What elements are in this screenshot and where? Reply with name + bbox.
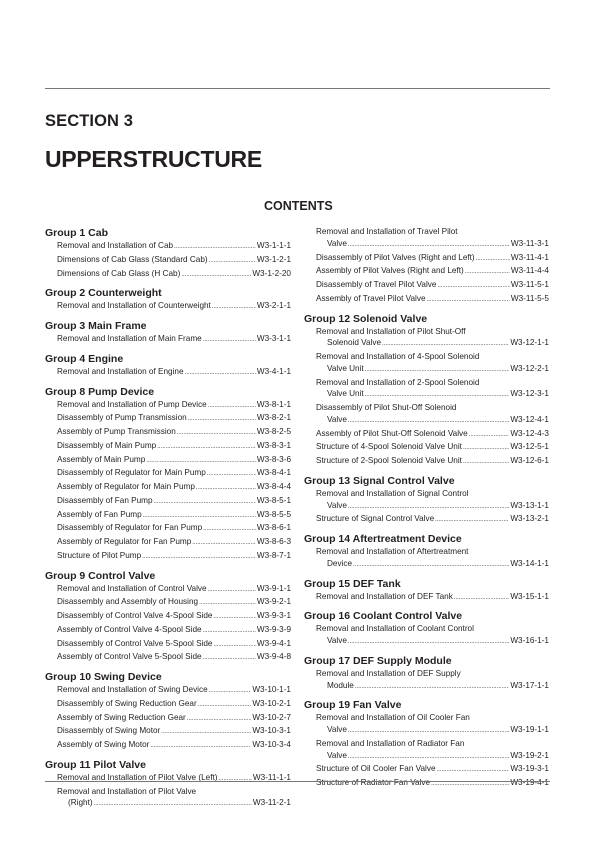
toc-entry[interactable] <box>45 333 291 347</box>
toc-entry-page: W3-12-6-1 <box>510 456 549 465</box>
toc-entry-text: Disassembly of Pilot Valves (Right and Left) <box>316 252 475 262</box>
toc-entry-page: W3-11-4-4 <box>510 266 549 276</box>
toc-entry[interactable] <box>45 638 291 652</box>
dot-leader <box>203 624 256 638</box>
toc-entry-text: Removal and Installation of Control Valve <box>57 583 207 593</box>
toc-entry[interactable] <box>45 254 291 268</box>
toc-entry-page: W3-10-2-1 <box>252 698 291 708</box>
dot-leader <box>181 268 251 282</box>
group-title-group-11-pilot-valve: Group 11 Pilot Valve <box>45 758 146 771</box>
toc-entry[interactable] <box>45 412 291 426</box>
toc-entry-page: W3-2-1-1 <box>256 301 291 311</box>
toc-entry-text: Assembly of Swing Motor <box>57 740 150 749</box>
dot-leader <box>348 500 509 514</box>
toc-entry-page: W3-11-5-5 <box>510 293 549 303</box>
toc-entry[interactable] <box>304 546 549 572</box>
dot-leader <box>382 337 509 351</box>
toc-entry-text-continued: Valve <box>327 238 347 248</box>
toc-entry-page: W3-9-4-8 <box>256 652 291 662</box>
toc-entry-text: Removal and Installation of DEF Supply <box>316 668 461 678</box>
toc-entry[interactable] <box>45 366 291 380</box>
toc-entry-text: Disassembly of Control Valve 5-Spool Side <box>57 638 213 648</box>
toc-entry-text: Removal and Installation of Pilot Valve <box>57 786 197 796</box>
toc-entry-text: Assembly of Pilot Shut-Off Solenoid Valve <box>316 428 468 438</box>
toc-entry[interactable] <box>304 738 549 764</box>
toc-entry[interactable] <box>304 293 549 307</box>
dot-leader <box>454 591 509 605</box>
toc-entry-text: Disassembly and Assembly of Housing <box>57 597 199 607</box>
toc-entry-page: W3-17-1-1 <box>510 680 549 690</box>
toc-entry-page: W3-9-3-9 <box>256 624 291 634</box>
toc-entry[interactable] <box>304 763 549 777</box>
contents-heading: CONTENTS <box>264 199 333 213</box>
toc-entry-text: Disassembly of Control Valve 4-Spool Side <box>57 611 213 620</box>
dot-leader <box>348 414 509 428</box>
dot-leader <box>94 797 252 811</box>
toc-entry[interactable] <box>304 326 549 352</box>
toc-entry-text: Removal and Installation of Main Frame <box>57 334 202 343</box>
toc-entry-text: Structure of 4-Spool Solenoid Valve Unit <box>316 442 462 452</box>
toc-entry-page: W3-14-1-1 <box>510 558 549 568</box>
toc-entry-page: W3-1-2-1 <box>256 254 291 264</box>
dot-leader <box>154 495 256 509</box>
dot-leader <box>203 651 256 665</box>
toc-entry[interactable] <box>45 509 291 523</box>
toc-entry-page: W3-19-2-1 <box>510 750 549 760</box>
toc-entry-page: W3-8-7-1 <box>256 550 291 560</box>
toc-entry[interactable] <box>45 268 291 282</box>
toc-entry-text: Removal and Installation of Signal Control <box>316 488 469 498</box>
toc-entry-page: W3-1-1-1 <box>256 241 291 250</box>
toc-entry-text-continued: Valve Unit <box>327 363 364 373</box>
toc-entry[interactable] <box>304 428 549 442</box>
toc-entry-text: Disassembly of Travel Pilot Valve <box>316 280 437 289</box>
dot-leader <box>203 522 256 536</box>
toc-entry[interactable] <box>45 772 291 786</box>
dot-leader <box>465 265 510 279</box>
toc-entry[interactable] <box>304 488 549 514</box>
group-title-group-17-def-supply-module: Group 17 DEF Supply Module <box>304 654 452 667</box>
toc-entry-text: Removal and Installation of Oil Cooler Fan <box>316 713 470 723</box>
dot-leader <box>199 596 256 610</box>
toc-entry-text: Removal and Installation of Pilot Shut-Off <box>316 326 466 336</box>
toc-right-column <box>304 226 549 791</box>
dot-leader <box>192 536 256 550</box>
toc-entry[interactable] <box>304 668 549 694</box>
dot-leader <box>185 366 256 380</box>
toc-entry-page: W3-8-3-6 <box>256 454 291 464</box>
toc-entry-page: W3-12-1-1 <box>510 338 549 348</box>
toc-entry[interactable] <box>304 712 549 738</box>
toc-entry-text-continued: Valve <box>327 500 347 510</box>
group-title-group-2-counterweight: Group 2 Counterweight <box>45 287 162 300</box>
section-label: SECTION 3 <box>45 112 134 130</box>
toc-entry[interactable] <box>45 698 291 712</box>
toc-entry-text-continued: (Right) <box>68 798 93 808</box>
toc-entry-text: Structure of Pilot Pump <box>57 550 142 560</box>
dot-leader <box>188 412 256 426</box>
dot-leader <box>469 428 510 442</box>
group-title-group-9-control-valve: Group 9 Control Valve <box>45 569 156 582</box>
group-title-group-12-solenoid-valve: Group 12 Solenoid Valve <box>304 312 428 325</box>
toc-entry-text: Structure of Radiator Fan Valve <box>316 778 431 787</box>
dot-leader <box>431 777 509 791</box>
toc-entry-text-continued: Solenoid Valve <box>327 338 382 348</box>
toc-entry-text: Assembly of Control Valve 4-Spool Side <box>57 624 202 634</box>
toc-entry-text: Disassembly of Swing Reduction Gear <box>57 698 197 708</box>
toc-entry-page: W3-9-2-1 <box>256 597 291 607</box>
dot-leader <box>213 610 255 624</box>
toc-entry-text: Removal and Installation of DEF Tank <box>316 591 453 601</box>
toc-entry-text: Removal and Installation of Pilot Valve (Left) <box>57 772 218 782</box>
toc-entry-text: Removal and Installation of Coolant Control <box>316 624 474 634</box>
toc-entry-text: Assembly of Regulator for Main Pump <box>57 482 195 491</box>
toc-entry[interactable] <box>304 513 549 527</box>
toc-entry-text: Removal and Installation of Engine <box>57 366 184 376</box>
toc-entry-page: W3-9-1-1 <box>256 583 291 593</box>
toc-entry-text: Disassembly of Pump Transmission <box>57 413 187 423</box>
toc-entry[interactable] <box>45 300 291 314</box>
toc-entry[interactable] <box>304 377 549 403</box>
toc-entry-text: Assembly of Regulator for Fan Pump <box>57 537 192 546</box>
toc-entry-page: W3-8-5-1 <box>256 495 291 505</box>
toc-entry-page: W3-8-5-5 <box>256 509 291 519</box>
dot-leader <box>348 750 509 764</box>
dot-leader <box>437 763 510 777</box>
toc-entry-page: W3-12-4-1 <box>510 414 549 424</box>
dot-leader <box>177 426 256 440</box>
toc-entry[interactable] <box>45 495 291 509</box>
toc-entry[interactable] <box>304 402 549 428</box>
group-title-group-15-def-tank: Group 15 DEF Tank <box>304 577 401 590</box>
toc-entry-text-continued: Valve <box>327 725 347 734</box>
dot-leader <box>427 293 510 307</box>
section-title: UPPERSTRUCTURE <box>45 146 262 172</box>
toc-entry-page: W3-10-2-7 <box>252 712 291 722</box>
toc-entry-page: W3-8-6-1 <box>256 523 291 533</box>
toc-entry-text: Removal and Installation of Travel Pilot <box>316 227 458 236</box>
toc-entry-text: Assembly of Fan Pump <box>57 509 142 519</box>
toc-entry-text: Removal and Installation of 4-Spool Solenoid <box>316 352 480 361</box>
toc-entry-page: W3-8-3-1 <box>256 440 291 450</box>
bottom-rule <box>45 781 550 782</box>
toc-entry[interactable] <box>45 583 291 597</box>
toc-entry-text: Structure of 2-Spool Solenoid Valve Unit <box>316 456 462 465</box>
toc-entry-text: Assembly of Control Valve 5-Spool Side <box>57 652 202 662</box>
toc-entry-text: Removal and Installation of Radiator Fan <box>316 738 465 748</box>
toc-entry[interactable] <box>45 550 291 564</box>
dot-leader <box>174 240 256 254</box>
toc-entry[interactable] <box>304 226 549 252</box>
toc-entry-text: Removal and Installation of Swing Device <box>57 685 208 694</box>
toc-entry-page: W3-12-2-1 <box>510 363 549 373</box>
toc-entry[interactable] <box>45 610 291 624</box>
toc-entry-text: Dimensions of Cab Glass (Standard Cab) <box>57 254 208 264</box>
toc-entry-text: Disassembly of Swing Motor <box>57 726 161 736</box>
group-title-group-4-engine: Group 4 Engine <box>45 352 124 365</box>
dot-leader <box>196 481 256 495</box>
toc-entry-page: W3-1-2-20 <box>252 268 291 278</box>
toc-entry-page: W3-19-1-1 <box>510 725 549 734</box>
dot-leader <box>435 513 509 527</box>
toc-entry-page: W3-11-5-1 <box>510 280 549 289</box>
toc-entry-page: W3-15-1-1 <box>510 591 549 601</box>
group-title-group-16-coolant-control-valve: Group 16 Coolant Control Valve <box>304 610 463 623</box>
toc-entry-text: Removal and Installation of Aftertreatment <box>316 547 469 556</box>
dot-leader <box>187 712 252 726</box>
dot-leader <box>437 279 509 293</box>
dot-leader <box>219 772 252 786</box>
dot-leader <box>208 583 256 597</box>
toc-entry-text: Disassembly of Regulator for Main Pump <box>57 468 206 478</box>
toc-entry-text: Dimensions of Cab Glass (H Cab) <box>57 268 181 278</box>
toc-entry-text: Disassembly of Fan Pump <box>57 495 153 505</box>
toc-entry-page: W3-8-2-1 <box>256 413 291 423</box>
toc-entry-page: W3-19-4-1 <box>510 778 549 787</box>
dot-leader <box>212 300 256 314</box>
toc-entry[interactable] <box>45 725 291 739</box>
toc-entry-page: W3-8-1-1 <box>256 399 291 409</box>
group-title-group-1-cab: Group 1 Cab <box>45 227 109 239</box>
toc-entry-page: W3-13-2-1 <box>510 514 549 524</box>
toc-entry-text: Assembly of Pilot Valves (Right and Left) <box>316 266 464 276</box>
toc-entry[interactable] <box>304 455 549 469</box>
toc-entry[interactable] <box>304 777 549 791</box>
toc-entry-text-continued: Module <box>327 680 354 690</box>
toc-entry[interactable] <box>304 351 549 377</box>
dot-leader <box>146 454 256 468</box>
toc-entry[interactable] <box>45 240 291 254</box>
toc-entry-page: W3-13-1-1 <box>510 500 549 510</box>
dot-leader <box>209 684 252 698</box>
toc-entry-text: Structure of Oil Cooler Fan Valve <box>316 764 436 774</box>
toc-entry-page: W3-12-3-1 <box>510 389 549 399</box>
dot-leader <box>476 252 510 266</box>
toc-entry-page: W3-19-3-1 <box>510 764 549 774</box>
dot-leader <box>203 333 256 347</box>
toc-entry-page: W3-9-3-1 <box>256 611 291 620</box>
toc-entry-page: W3-12-5-1 <box>510 442 549 452</box>
dot-leader <box>348 238 510 252</box>
dot-leader <box>213 638 255 652</box>
toc-entry-text: Assembly of Main Pump <box>57 454 146 464</box>
toc-entry[interactable] <box>45 786 291 812</box>
toc-entry-text: Structure of Signal Control Valve <box>316 514 435 524</box>
dot-leader <box>157 440 256 454</box>
toc-entry[interactable] <box>304 252 549 266</box>
toc-entry[interactable] <box>45 536 291 550</box>
toc-entry-page: W3-12-4-3 <box>510 428 549 438</box>
toc-entry-text: Assembly of Pump Transmission <box>57 427 176 436</box>
dot-leader <box>365 388 510 402</box>
toc-entry-page: W3-11-2-1 <box>252 798 291 808</box>
toc-entry-text: Removal and Installation of Cab <box>57 241 174 250</box>
toc-entry[interactable] <box>304 591 549 605</box>
toc-entry[interactable] <box>45 399 291 413</box>
dot-leader <box>348 724 509 738</box>
toc-entry[interactable] <box>45 596 291 610</box>
toc-entry[interactable] <box>45 712 291 726</box>
toc-entry[interactable] <box>304 265 549 279</box>
dot-leader <box>463 441 509 455</box>
toc-entry[interactable] <box>45 522 291 536</box>
toc-entry-page: W3-11-1-1 <box>252 772 291 782</box>
toc-entry-text-continued: Valve <box>327 414 347 424</box>
toc-entry-page: W3-11-4-1 <box>510 252 549 262</box>
dot-leader <box>353 558 509 572</box>
toc-entry-page: W3-8-4-1 <box>256 468 291 478</box>
toc-entry-page: W3-10-3-4 <box>252 740 291 749</box>
toc-entry[interactable] <box>45 426 291 440</box>
toc-entry-page: W3-9-4-1 <box>256 638 291 648</box>
toc-entry-text-continued: Device <box>327 558 353 568</box>
group-title-group-10-swing-device: Group 10 Swing Device <box>45 671 162 683</box>
dot-leader <box>355 680 509 694</box>
toc-entry-text: Disassembly of Main Pump <box>57 440 157 450</box>
dot-leader <box>198 698 252 712</box>
toc-entry-page: W3-10-3-1 <box>252 726 291 736</box>
toc-entry-text-continued: Valve <box>327 750 347 760</box>
toc-entry-page: W3-16-1-1 <box>510 636 549 645</box>
toc-entry-text-continued: Valve Unit <box>327 389 364 399</box>
toc-entry-text: Disassembly of Regulator for Fan Pump <box>57 523 203 533</box>
toc-entry-page: W3-3-1-1 <box>256 334 291 343</box>
toc-entry-text-continued: Valve <box>327 636 347 645</box>
dot-leader <box>463 455 509 469</box>
dot-leader <box>143 509 256 523</box>
toc-entry[interactable] <box>45 454 291 468</box>
toc-entry-page: W3-8-6-3 <box>256 537 291 546</box>
dot-leader <box>150 739 251 753</box>
toc-entry[interactable] <box>304 441 549 455</box>
dot-leader <box>209 254 256 268</box>
toc-entry-page: W3-11-3-1 <box>510 238 549 248</box>
group-title-group-14-aftertreatment-device: Group 14 Aftertreatment Device <box>304 533 462 545</box>
toc-entry[interactable] <box>45 739 291 753</box>
toc-entry[interactable] <box>45 684 291 698</box>
toc-entry-page: W3-8-4-4 <box>256 482 291 491</box>
dot-leader <box>365 363 510 377</box>
toc-entry[interactable] <box>45 624 291 638</box>
toc-entry[interactable] <box>304 279 549 293</box>
group-title-group-3-main-frame: Group 3 Main Frame <box>45 320 147 332</box>
toc-entry-text: Assembly of Swing Reduction Gear <box>57 712 186 722</box>
toc-entry-page: W3-10-1-1 <box>252 685 291 694</box>
group-title-group-8-pump-device: Group 8 Pump Device <box>45 385 155 398</box>
toc-left-column <box>45 226 291 811</box>
dot-leader <box>208 399 256 413</box>
group-title-group-13-signal-control-valve: Group 13 Signal Control Valve <box>304 474 455 487</box>
toc-entry-text: Removal and Installation of Pump Device <box>57 399 207 409</box>
dot-leader <box>161 725 251 739</box>
dot-leader <box>142 550 256 564</box>
toc-entry-page: W3-4-1-1 <box>256 366 291 376</box>
toc-entry-text: Disassembly of Pilot Shut-Off Solenoid <box>316 403 457 412</box>
group-title-group-19-fan-valve: Group 19 Fan Valve <box>304 699 402 712</box>
dot-leader <box>207 467 256 481</box>
toc-entry[interactable] <box>304 623 549 649</box>
toc-entry[interactable] <box>45 467 291 481</box>
toc-entry-page: W3-8-2-5 <box>256 427 291 436</box>
toc-entry[interactable] <box>45 651 291 665</box>
dot-leader <box>348 635 509 649</box>
toc-entry-text: Assembly of Travel Pilot Valve <box>316 293 426 303</box>
top-rule <box>45 88 550 89</box>
toc-entry-text: Removal and Installation of 2-Spool Solenoid <box>316 377 480 387</box>
toc-entry-text: Removal and Installation of Counterweight <box>57 301 211 311</box>
toc-entry[interactable] <box>45 481 291 495</box>
toc-entry[interactable] <box>45 440 291 454</box>
